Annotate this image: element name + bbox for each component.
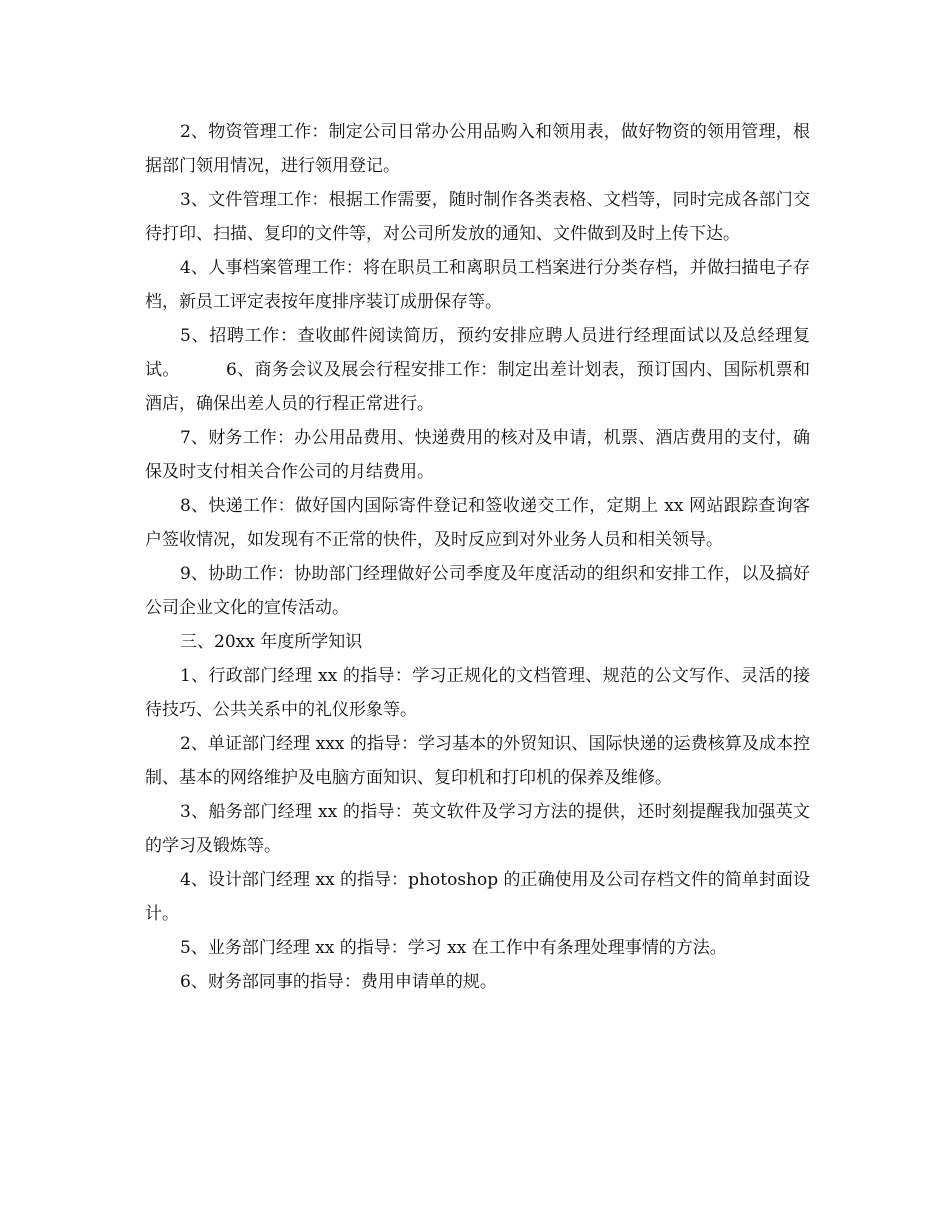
paragraph-shipping-guidance: 3、船务部门经理 xx 的指导：英文软件及学习方法的提供，还时刻提醒我加强英文的学习及锻炼等。 (145, 802, 810, 856)
paragraph-admin-guidance: 1、行政部门经理 xx 的指导：学习正规化的文档管理、规范的公文写作、灵活的接待技巧、公共关系中的礼仪形象等。 (145, 666, 810, 720)
paragraph-courier: 8、快递工作：做好国内国际寄件登记和签收递交工作，定期上 xx 网站跟踪查询客户签收情况，如发现有不正常的快件，及时反应到对外业务人员和相关领导。 (145, 496, 810, 550)
section-heading-knowledge: 三、20xx 年度所学知识 (180, 632, 363, 652)
paragraph-finance-guidance: 6、财务部同事的指导：费用申请单的规。 (180, 972, 497, 992)
paragraph-design-guidance: 4、设计部门经理 xx 的指导：photoshop 的正确使用及公司存档文件的简单封面设计。 (145, 870, 810, 924)
paragraph-documents-guidance: 2、单证部门经理 xxx 的指导：学习基本的外贸知识、国际快递的运费核算及成本控制、基本的网络维护及电脑方面知识、复印机和打印机的保养及维修。 (145, 734, 810, 788)
paragraph-finance: 7、财务工作：办公用品费用、快递费用的核对及申请，机票、酒店费用的支付，确保及时支付相关合作公司的月结费用。 (145, 428, 810, 482)
paragraph-assistance: 9、协助工作：协助部门经理做好公司季度及年度活动的组织和安排工作，以及搞好公司企业文化的宣传活动。 (145, 564, 810, 618)
paragraph-business-guidance: 5、业务部门经理 xx 的指导：学习 xx 在工作中有条理处理事情的方法。 (180, 938, 727, 958)
document-body (145, 115, 810, 999)
paragraph-materials-management: 2、物资管理工作：制定公司日常办公用品购入和领用表，做好物资的领用管理，根据部门领用情况，进行领用登记。 (145, 122, 810, 176)
paragraph-recruitment: 5、招聘工作：查收邮件阅读简历，预约安排应聘人员进行经理面试以及总经理复试。 6、商务会议及展会行程安排工作：制定出差计划表，预订国内、国际机票和酒店，确保出差人员的行程正常进行。 (145, 326, 810, 414)
paragraph-file-management: 3、文件管理工作：根据工作需要，随时制作各类表格、文档等，同时完成各部门交待打印、扫描、复印的文件等，对公司所发放的通知、文件做到及时上传下达。 (145, 190, 810, 244)
paragraph-personnel-archives: 4、人事档案管理工作：将在职员工和离职员工档案进行分类存档，并做扫描电子存档，新员工评定表按年度排序装订成册保存等。 (145, 258, 810, 312)
